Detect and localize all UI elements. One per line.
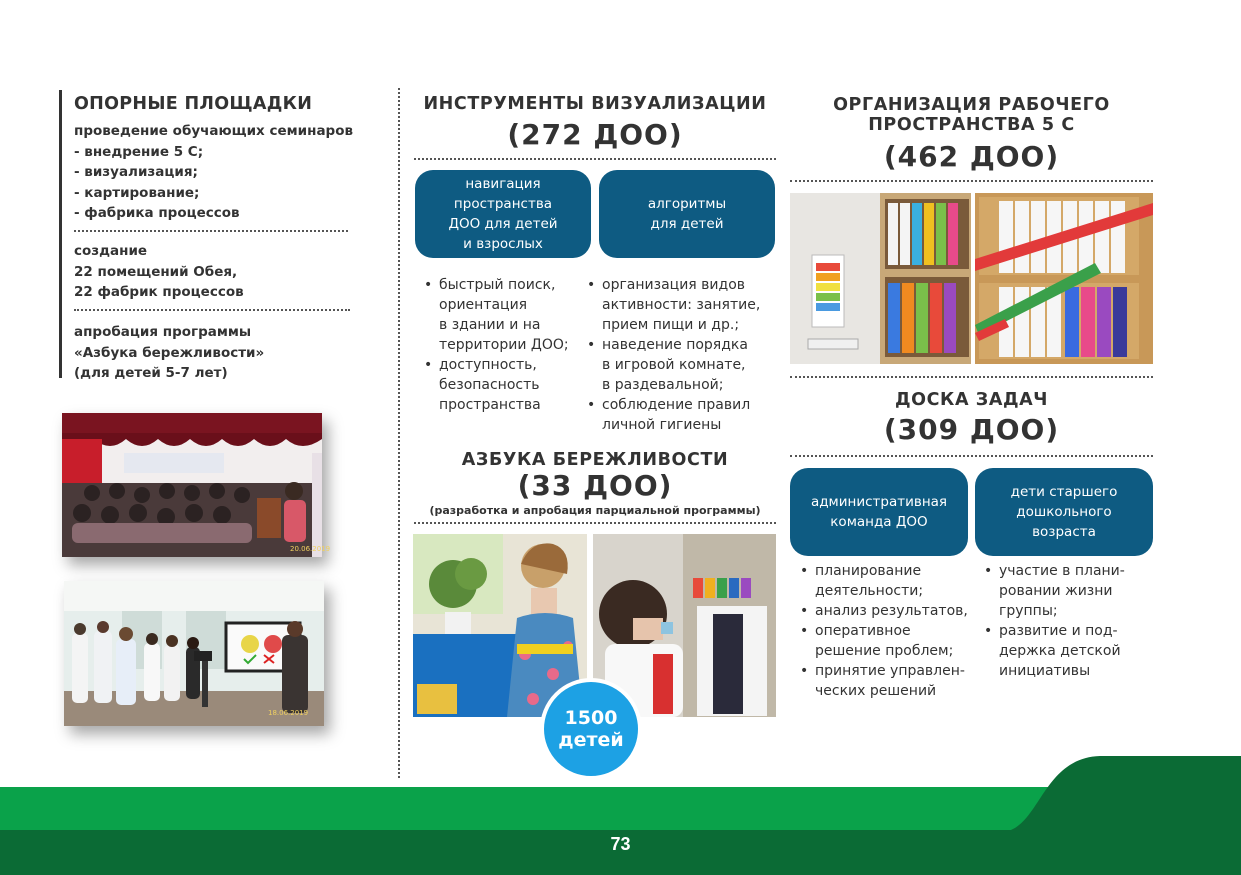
- footer-wave: [1000, 750, 1241, 832]
- list-item: • участие в плани- ровании жизни группы;: [984, 561, 1154, 621]
- children-count-badge: [540, 678, 642, 780]
- seminar-photo: [62, 413, 331, 557]
- divider: [790, 180, 1153, 182]
- list-item: • доступность, безопасность пространства: [424, 355, 594, 415]
- admin-team-list: [800, 561, 980, 701]
- algorithms-pill: алгоритмы для детей: [599, 170, 775, 258]
- photo-date: 18.06.2019: [268, 709, 309, 717]
- cabinet-photo: [790, 193, 971, 364]
- workspace-title: [790, 95, 1153, 135]
- seminars-line: - картирование;: [74, 184, 200, 201]
- creation-line: 22 фабрик процессов: [74, 284, 244, 300]
- badge-number: 1500: [564, 707, 618, 729]
- navigation-list: [424, 275, 594, 415]
- list-item: • соблюдение правил личной гигиены: [587, 395, 777, 435]
- left-accent-rule: [59, 90, 62, 378]
- divider: [414, 158, 776, 160]
- list-item: • оперативное решение проблем;: [800, 621, 980, 661]
- abc-subtitle: (разработка и апробация парциальной программы): [429, 504, 761, 517]
- task-board-title: ДОСКА ЗАДАЧ: [894, 390, 1049, 410]
- seminars-line: - внедрение 5 С;: [74, 143, 204, 160]
- list-item: • принятие управлен- ческих решений: [800, 661, 980, 701]
- list-item: • развитие и под- держка детской инициативы: [984, 621, 1154, 681]
- navigation-pill: навигация пространства ДОО для детей и взрослых: [415, 170, 591, 258]
- presentation-photo: [64, 581, 324, 726]
- divider: [74, 230, 348, 232]
- older-children-list: [984, 561, 1154, 681]
- column-divider: [398, 88, 400, 778]
- support-sites-title: ОПОРНЫЕ ПЛОЩАДКИ: [74, 94, 313, 114]
- photo-date: 20.06.2019: [290, 545, 331, 553]
- abc-title: АЗБУКА БЕРЕЖЛИВОСТИ: [461, 450, 729, 470]
- abc-count: (33 ДОО): [517, 469, 673, 502]
- visualization-count: (272 ДОО): [507, 118, 683, 151]
- creation-line: 22 помещений Обея,: [74, 263, 238, 280]
- shelves-photo: [975, 193, 1153, 364]
- older-children-pill: дети старшего дошкольного возраста: [975, 468, 1153, 556]
- visualization-title: ИНСТРУМЕНТЫ ВИЗУАЛИЗАЦИИ: [423, 94, 767, 114]
- program-line: апробация программы: [74, 324, 252, 340]
- divider: [790, 455, 1153, 457]
- list-item: • анализ результатов,: [800, 601, 980, 621]
- program-block: [74, 322, 264, 384]
- divider: [414, 522, 776, 524]
- list-item: • быстрый поиск, ориентация в здании и на территории ДОО;: [424, 275, 594, 355]
- divider: [74, 309, 350, 311]
- badge-unit: детей: [558, 729, 624, 751]
- seminars-line: проведение обучающих семинаров: [74, 123, 354, 139]
- list-item: • планирование деятельности;: [800, 561, 980, 601]
- creation-line: создание: [74, 243, 148, 259]
- seminars-block: [74, 121, 353, 224]
- workspace-title-line: ПРОСТРАНСТВА 5 С: [868, 115, 1075, 135]
- seminars-line: - фабрика процессов: [74, 205, 240, 221]
- page-number: 73: [610, 834, 631, 854]
- program-line: (для детей 5-7 лет): [74, 365, 228, 381]
- divider: [790, 376, 1153, 378]
- list-item: • организация видов активности: занятие, прием пищи и др.;: [587, 275, 777, 335]
- seminars-line: - визуализация;: [74, 164, 198, 180]
- list-item: • наведение порядка в игровой комнате, в раздевальной;: [587, 335, 777, 395]
- workspace-count: (462 ДОО): [883, 140, 1060, 173]
- program-line: «Азбука бережливости»: [74, 344, 265, 361]
- task-board-count: (309 ДОО): [883, 413, 1060, 446]
- workspace-title-line: ОРГАНИЗАЦИЯ РАБОЧЕГО: [833, 95, 1110, 115]
- algorithms-list: [587, 275, 777, 435]
- creation-block: [74, 241, 244, 303]
- admin-team-pill: административная команда ДОО: [790, 468, 968, 556]
